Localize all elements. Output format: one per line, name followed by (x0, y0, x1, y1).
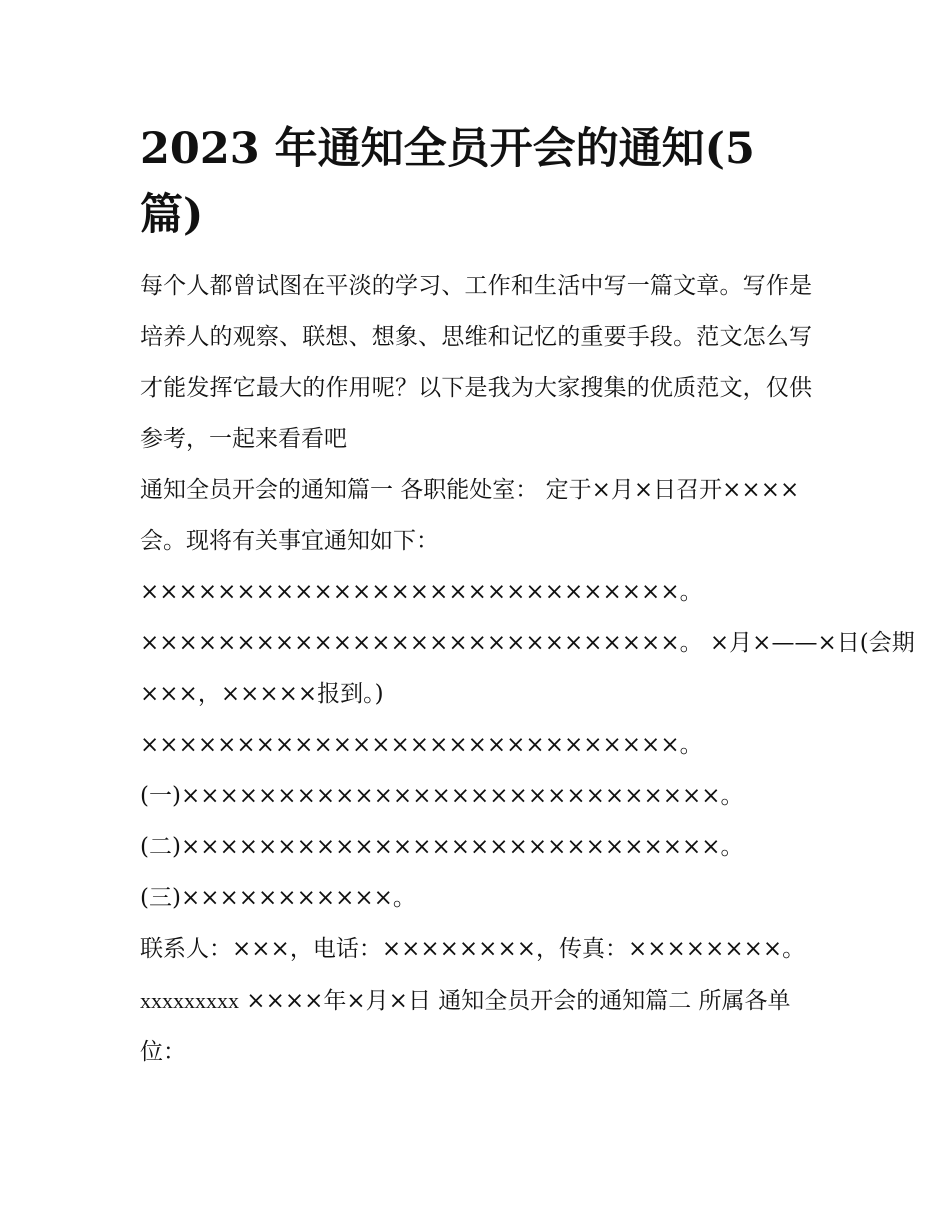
intro-paragraph: 每个人都曾试图在平淡的学习、工作和生活中写一篇文章。写作是培养人的观察、联想、想象、思维和记忆的重要手段。范文怎么写才能发挥它最大的作用呢？以下是我为大家搜集的优质范文，仅供参考，一起来看看吧 (140, 273, 812, 452)
notice-line-4: ××××××××××××××××××××××××××××。 ×月×——×日(会期 (140, 630, 915, 656)
signature-placeholder: xxxxxxxxx (140, 988, 239, 1013)
notice-line-1: 通知全员开会的通知篇一 各职能处室： 定于×月×日召开×××× (140, 477, 800, 503)
document-title: 2023 年通知全员开会的通知(5 篇) (140, 124, 755, 240)
notice-line-6: ××××××××××××××××××××××××××××。 (140, 732, 703, 758)
notice-line-3: ××××××××××××××××××××××××××××。 (140, 579, 703, 605)
notice-item-2: (二)××××××××××××××××××××××××××××。 (140, 834, 744, 860)
contact-line: 联系人：×××，电话：××××××××，传真：××××××××。 (140, 936, 806, 962)
notice-line-5: ×××，×××××报到。) (140, 681, 384, 707)
notice-item-3: (三)×××××××××××。 (140, 885, 416, 911)
document-body (140, 116, 915, 1078)
closing-text: ××××年×月×日 通知全员开会的通知篇二 所属各单位： (140, 988, 791, 1065)
closing-paragraph (140, 975, 812, 1078)
notice-item-1: (一)××××××××××××××××××××××××××××。 (140, 783, 744, 809)
notice-line-2: 会。现将有关事宜通知如下： (140, 528, 439, 554)
